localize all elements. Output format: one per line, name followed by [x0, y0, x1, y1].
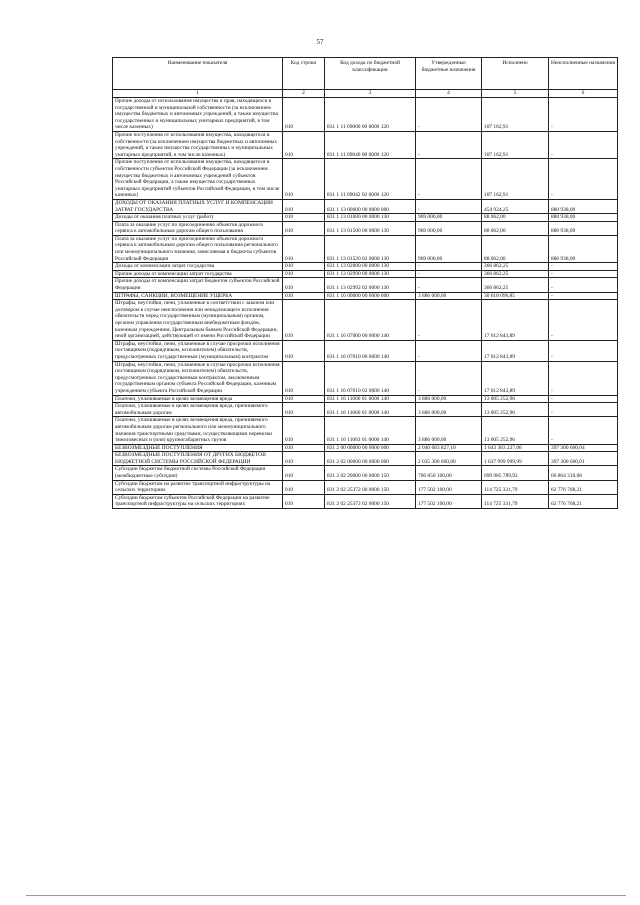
row-unexecuted: 397 300 600,01 [549, 452, 618, 466]
row-approved: - [416, 159, 482, 200]
row-executed: 17 612 843,89 [482, 340, 549, 361]
row-approved: - [416, 300, 482, 341]
row-budget-code: 831 2 02 25372 00 0000 150 [325, 480, 416, 494]
row-executed: 88 062,00 [482, 221, 549, 235]
column-number: 4 [416, 90, 482, 98]
row-name: ШТРАФЫ, САНКЦИИ, ВОЗМЕЩЕНИЕ УЩЕРБА [113, 292, 283, 300]
row-executed: 1 637 999 999,99 [482, 452, 549, 466]
table-row [113, 361, 618, 395]
row-unexecuted: 880 938,00 [549, 199, 618, 213]
row-budget-code: 831 1 16 07010 02 0000 140 [325, 361, 416, 395]
header-budget-code: Код дохода по бюджетной классификации [325, 58, 416, 90]
row-approved: 3 886 000,00 [416, 292, 482, 300]
row-unexecuted: 880 938,00 [549, 221, 618, 235]
row-line-code: 010 [283, 235, 325, 262]
row-name: Доходы от оказания платных услуг (работ) [113, 214, 283, 222]
row-unexecuted: - [549, 159, 618, 200]
row-line-code: 010 [283, 263, 325, 271]
row-unexecuted: - [549, 361, 618, 395]
table-row [113, 494, 618, 508]
row-executed: 88 062,00 [482, 214, 549, 222]
table-row [113, 292, 618, 300]
row-unexecuted: - [549, 131, 618, 158]
row-budget-code: 831 2 02 25372 02 0000 150 [325, 494, 416, 508]
header-unexecuted: Неисполненные назначения [549, 58, 618, 90]
row-name: Платежи, уплачиваемые в целях возмещения вреда, причиняемого автомобильным дорогам регионального или межмуниципального значения транспортными средствами, осуществляющими перевозки тяжеловесных и (или) крупногабаритных грузов [113, 417, 283, 444]
row-executed: 107 162,91 [482, 131, 549, 158]
row-name: Плата за оказание услуг по присоединению объектов дорожного сервиса к автомобильным дорогам общего пользования [113, 221, 283, 235]
row-executed: 366 862,25 [482, 270, 549, 278]
row-executed: 366 862,25 [482, 263, 549, 271]
table-row [113, 98, 618, 132]
row-line-code: 010 [283, 131, 325, 158]
row-line-code: 010 [283, 480, 325, 494]
table-row [113, 159, 618, 200]
row-name: Субсидии бюджетам субъектов Российской Федерации на развитие транспортной инфраструктуры на сельских территориях [113, 494, 283, 508]
row-approved: 3 886 000,00 [416, 395, 482, 403]
row-budget-code: 831 1 13 02000 00 0000 130 [325, 263, 416, 271]
row-line-code: 010 [283, 494, 325, 508]
row-name: Прочие доходы от компенсации затрат бюджетов субъектов Российской Федерации [113, 278, 283, 292]
row-executed: 13 005 252,96 [482, 417, 549, 444]
row-budget-code: 831 2 00 00000 00 0000 000 [325, 444, 416, 452]
budget-report-table [112, 57, 618, 509]
row-name: Плата за оказание услуг по присоединению объектов дорожного сервиса к автомобильным дорогам общего пользования регионального или межмуниципального значения, зачисляемая в бюджеты субъектов Российской Федерации [113, 235, 283, 262]
row-name: ДОХОДЫ ОТ ОКАЗАНИЯ ПЛАТНЫХ УСЛУГ И КОМПЕНСАЦИИ ЗАТРАТ ГОСУДАРСТВА [113, 199, 283, 213]
row-line-code: 010 [283, 292, 325, 300]
row-line-code: 010 [283, 214, 325, 222]
table-row [113, 235, 618, 262]
row-approved: 177 502 100,00 [416, 480, 482, 494]
row-executed: 30 618 096,85 [482, 292, 549, 300]
row-executed: 13 005 252,96 [482, 403, 549, 417]
table-row [113, 466, 618, 480]
row-name: Штрафы, неустойки, пени, уплаченные в случае просрочки исполнения поставщиком (подрядчиком, исполнителем) обязательств, предусмотренных государственным контрактом, заключенным государственным органом субъекта Российской Федерации, казенным учреждением субъекта Российской Федерации [113, 361, 283, 395]
row-unexecuted: - [549, 417, 618, 444]
row-name: Субсидии бюджетам на развитие транспортной инфраструктуры на сельских территориях [113, 480, 283, 494]
header-approved: Утвержденные бюджетные назначения [416, 58, 482, 90]
row-line-code: 010 [283, 159, 325, 200]
row-approved: 177 502 100,00 [416, 494, 482, 508]
table-row [113, 395, 618, 403]
table-row [113, 270, 618, 278]
row-budget-code: 831 1 16 11060 01 0000 140 [325, 403, 416, 417]
row-executed: 13 005 252,96 [482, 395, 549, 403]
row-line-code: 010 [283, 278, 325, 292]
row-budget-code: 831 1 13 01000 00 0000 130 [325, 214, 416, 222]
row-unexecuted: - [549, 292, 618, 300]
page-number: 57 [316, 38, 324, 46]
row-budget-code: 831 1 13 01500 00 0000 130 [325, 221, 416, 235]
row-budget-code: 831 1 16 07000 00 0000 140 [325, 300, 416, 341]
row-approved: - [416, 199, 482, 213]
table-row [113, 199, 618, 213]
row-budget-code: 831 1 11 09040 00 0000 120 [325, 131, 416, 158]
table-row [113, 444, 618, 452]
table-row [113, 480, 618, 494]
row-budget-code: 831 1 13 01520 02 0000 130 [325, 235, 416, 262]
row-unexecuted: 62 776 768,21 [549, 480, 618, 494]
table-row [113, 278, 618, 292]
row-name: Платежи, уплачиваемые в целях возмещения вреда [113, 395, 283, 403]
table-row [113, 300, 618, 341]
table-body [113, 58, 618, 509]
row-unexecuted: - [549, 340, 618, 361]
row-name: БЕЗВОЗМЕЗДНЫЕ ПОСТУПЛЕНИЯ [113, 444, 283, 452]
row-line-code: 010 [283, 270, 325, 278]
table-row [113, 417, 618, 444]
row-executed: 107 162,91 [482, 159, 549, 200]
column-number: 5 [482, 90, 549, 98]
row-name: Штрафы, неустойки, пени, уплаченные в соответствии с законом или договором в случае неисполнения или ненадлежащего исполнения обязательств перед государственным (муниципальным) органом, органом управления государственным внебюджетным фондом, казенным учреждением, Центральным банком Российской Федерации, иной организацией, действующей от имени Российской Федерации [113, 300, 283, 341]
table-header-row [113, 58, 618, 90]
row-unexecuted: 880 938,00 [549, 235, 618, 262]
column-number-row [113, 90, 618, 98]
row-budget-code: 831 2 02 00000 00 0000 000 [325, 452, 416, 466]
row-line-code: 010 [283, 98, 325, 132]
row-name: Платежи, уплачиваемые в целях возмещения вреда, причиняемого автомобильным дорогам [113, 403, 283, 417]
row-executed: 17 612 843,89 [482, 300, 549, 341]
row-name: БЕЗВОЗМЕЗДНЫЕ ПОСТУПЛЕНИЯ ОТ ДРУГИХ БЮДЖЕТОВ БЮДЖЕТНОЙ СИСТЕМЫ РОССИЙСКОЙ ФЕДЕРАЦИИ [113, 452, 283, 466]
row-unexecuted: - [549, 395, 618, 403]
row-budget-code: 831 1 16 00000 00 0000 000 [325, 292, 416, 300]
row-line-code: 010 [283, 452, 325, 466]
row-budget-code: 831 1 16 07010 00 0000 140 [325, 340, 416, 361]
row-executed: 114 725 331,79 [482, 480, 549, 494]
row-executed: 454 924,25 [482, 199, 549, 213]
row-unexecuted: 66 864 310,08 [549, 466, 618, 480]
row-budget-code: 831 1 11 09000 00 0000 120 [325, 98, 416, 132]
header-line-code: Код строки [283, 58, 325, 90]
row-executed: 17 612 843,89 [482, 361, 549, 395]
row-line-code: 010 [283, 221, 325, 235]
row-approved: - [416, 361, 482, 395]
row-unexecuted: 62 776 768,21 [549, 494, 618, 508]
row-unexecuted: 397 300 600,04 [549, 444, 618, 452]
row-line-code: 010 [283, 466, 325, 480]
row-budget-code: 831 1 11 09042 02 0000 120 [325, 159, 416, 200]
row-line-code: 010 [283, 300, 325, 341]
row-line-code: 010 [283, 403, 325, 417]
table-row [113, 263, 618, 271]
header-executed: Исполнено [482, 58, 549, 90]
row-name: Доходы от компенсации затрат государства [113, 263, 283, 271]
row-budget-code: 831 1 13 02990 00 0000 130 [325, 270, 416, 278]
table-row [113, 403, 618, 417]
row-approved: 2 035 300 600,00 [416, 452, 482, 466]
row-unexecuted: - [549, 403, 618, 417]
row-name: Прочие доходы от использования имущества и прав, находящихся в государственной и муниципальной собственности (за исключением имущества бюджетных и автономных учреждений, а также имущества государственных и муниципальных унитарных предприятий, в том числе казенных) [113, 98, 283, 132]
row-approved: 3 886 000,00 [416, 417, 482, 444]
row-line-code: 010 [283, 361, 325, 395]
row-line-code: 010 [283, 444, 325, 452]
row-approved: - [416, 340, 482, 361]
row-executed: 107 162,91 [482, 98, 549, 132]
row-name: Штрафы, неустойки, пени, уплаченные в случае просрочки исполнения поставщиком (подрядчиком, исполнителем) обязательств, предусмотренных государственным (муниципальным) контрактом [113, 340, 283, 361]
row-approved: 969 000,00 [416, 221, 482, 235]
table-row [113, 221, 618, 235]
row-executed: 114 725 331,79 [482, 494, 549, 508]
row-line-code: 010 [283, 340, 325, 361]
table-row [113, 452, 618, 466]
row-executed: 699 985 789,92 [482, 466, 549, 480]
row-line-code: 010 [283, 417, 325, 444]
row-unexecuted: - [549, 270, 618, 278]
table-row [113, 340, 618, 361]
row-executed: 1 643 383 227,06 [482, 444, 549, 452]
row-approved: - [416, 278, 482, 292]
row-budget-code: 831 1 16 11063 01 0000 140 [325, 417, 416, 444]
column-number: 6 [549, 90, 618, 98]
row-unexecuted: - [549, 98, 618, 132]
row-budget-code: 831 1 16 11000 01 0000 140 [325, 395, 416, 403]
row-approved: - [416, 131, 482, 158]
row-approved: 766 850 100,00 [416, 466, 482, 480]
row-approved: - [416, 98, 482, 132]
row-approved: 969 000,00 [416, 235, 482, 262]
column-number: 3 [325, 90, 416, 98]
row-approved: - [416, 270, 482, 278]
column-number: 2 [283, 90, 325, 98]
row-unexecuted: 880 938,00 [549, 214, 618, 222]
table-row [113, 214, 618, 222]
row-line-code: 010 [283, 199, 325, 213]
row-approved: - [416, 263, 482, 271]
row-unexecuted: - [549, 263, 618, 271]
header-name: Наименование показателя [113, 58, 283, 90]
table-row [113, 131, 618, 158]
row-budget-code: 831 1 13 00000 00 0000 000 [325, 199, 416, 213]
row-line-code: 010 [283, 395, 325, 403]
row-approved: 2 040 683 827,10 [416, 444, 482, 452]
row-unexecuted: - [549, 300, 618, 341]
row-executed: 366 862,25 [482, 278, 549, 292]
row-budget-code: 831 2 02 20000 00 0000 150 [325, 466, 416, 480]
row-budget-code: 831 1 13 02992 02 0000 130 [325, 278, 416, 292]
row-name: Прочие поступления от использования имущества, находящегося в собственности субъектов Российской Федерации (за исключением имущества бюджетных и автономных учреждений субъектов Российской Федерации, а также имущества государственных унитарных предприятий субъектов Российской Федерации, в том числе казенных) [113, 159, 283, 200]
column-number: 1 [113, 90, 283, 98]
row-name: Прочие доходы от компенсации затрат государства [113, 270, 283, 278]
row-executed: 88 062,00 [482, 235, 549, 262]
row-name: Субсидии бюджетам бюджетной системы Российской Федерации (межбюджетные субсидии) [113, 466, 283, 480]
row-unexecuted: - [549, 278, 618, 292]
row-approved: 969 000,00 [416, 214, 482, 222]
page-bottom-divider [26, 895, 626, 896]
row-name: Прочие поступления от использования имущества, находящегося в собственности (за исключением имущества бюджетных и автономных учреждений, а также имущества государственных и муниципальных унитарных предприятий, в том числе казенных) [113, 131, 283, 158]
row-approved: 3 886 000,00 [416, 403, 482, 417]
